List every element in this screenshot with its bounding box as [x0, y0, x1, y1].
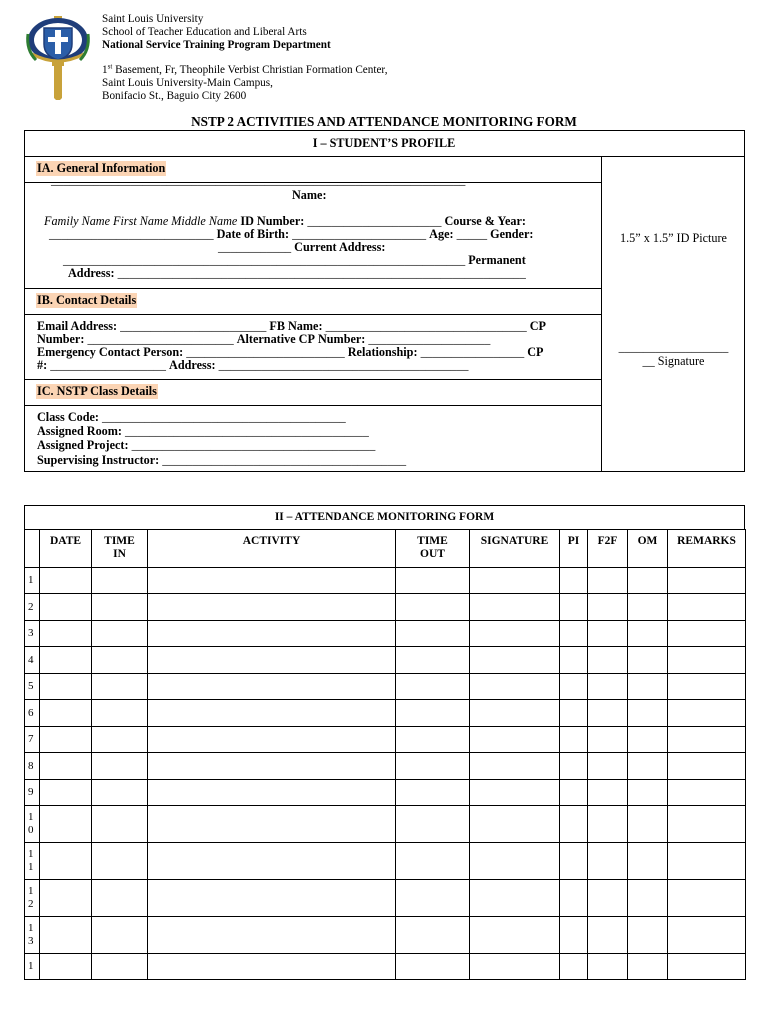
time-in-cell[interactable]: [92, 594, 148, 621]
time-out-cell[interactable]: [396, 753, 470, 780]
profile-title: I – STUDENT’S PROFILE: [312, 136, 456, 150]
instructor-field[interactable]: ________________________________________: [162, 453, 407, 467]
activity-cell[interactable]: [148, 674, 396, 700]
time-in-cell[interactable]: [92, 647, 148, 674]
emergency-cp-field[interactable]: ___________________: [50, 358, 166, 372]
course-year-label: Course & Year:: [444, 214, 526, 228]
emergency-address-line: [37, 359, 468, 372]
f2f-cell[interactable]: [588, 806, 628, 843]
activity-cell[interactable]: [148, 568, 396, 594]
time-out-cell[interactable]: [396, 647, 470, 674]
address-line-2: Saint Louis University-Main Campus,: [102, 76, 273, 89]
alt-number-label: Number:: [317, 332, 366, 346]
cp-label: CP: [529, 319, 546, 333]
om-cell[interactable]: [628, 674, 668, 700]
table-row: [25, 780, 746, 806]
signature-cell[interactable]: [470, 594, 560, 621]
attendance-title: II – ATTENDANCE MONITORING FORM: [24, 505, 745, 530]
om-cell[interactable]: [628, 594, 668, 621]
om-cell[interactable]: [628, 806, 668, 843]
address-line: [68, 267, 526, 280]
emergency-address-label: Address:: [169, 358, 216, 372]
time-out-cell[interactable]: [396, 568, 470, 594]
permanent-address-field[interactable]: ___________________________________________________________________: [117, 266, 526, 280]
remarks-cell[interactable]: [668, 954, 746, 980]
remarks-cell[interactable]: [668, 621, 746, 647]
om-header: OM: [628, 530, 668, 568]
row-number: 6: [25, 700, 40, 727]
university-seal-logo: [24, 14, 92, 100]
name-hint: Family Name First Name Middle Name: [44, 214, 238, 228]
remarks-cell[interactable]: [668, 753, 746, 780]
relationship-label: Relationship:: [347, 345, 418, 359]
f2f-cell[interactable]: [588, 753, 628, 780]
divider: [25, 156, 744, 157]
form-title: NSTP 2 ACTIVITIES AND ATTENDANCE MONITORING FORM: [191, 114, 577, 129]
activity-cell[interactable]: [148, 917, 396, 954]
signature-cell[interactable]: [470, 753, 560, 780]
remarks-cell[interactable]: [668, 780, 746, 806]
date-cell[interactable]: [40, 780, 92, 806]
date-cell[interactable]: [40, 954, 92, 980]
class-code-line: [37, 411, 346, 424]
date-cell[interactable]: [40, 843, 92, 880]
om-cell[interactable]: [628, 954, 668, 980]
time-in-header: TIME IN: [92, 530, 148, 568]
divider: [25, 314, 602, 315]
attendance-header-row: [25, 530, 746, 568]
date-cell[interactable]: [40, 594, 92, 621]
time-out-cell[interactable]: [396, 674, 470, 700]
f2f-cell[interactable]: [588, 727, 628, 753]
activity-cell[interactable]: [148, 594, 396, 621]
signature-cell[interactable]: [470, 568, 560, 594]
signature-cell[interactable]: [470, 674, 560, 700]
row-number: 1 1: [25, 843, 40, 880]
hash-label: #:: [37, 358, 48, 372]
om-cell[interactable]: [628, 621, 668, 647]
table-row: [25, 954, 746, 980]
activity-header: ACTIVITY: [148, 530, 396, 568]
activity-cell[interactable]: [148, 780, 396, 806]
pi-cell[interactable]: [560, 647, 588, 674]
divider: [25, 379, 602, 380]
remarks-header: REMARKS: [668, 530, 746, 568]
row-number: 1: [25, 568, 40, 594]
time-out-cell[interactable]: [396, 780, 470, 806]
row-number: 1 0: [25, 806, 40, 843]
remarks-cell[interactable]: [668, 843, 746, 880]
class-details-heading: IC. NSTP Class Details: [37, 384, 157, 398]
activity-cell[interactable]: [148, 727, 396, 753]
pi-cell[interactable]: [560, 806, 588, 843]
remarks-cell[interactable]: [668, 594, 746, 621]
age-label: Age:: [429, 227, 454, 241]
table-row: [25, 594, 746, 621]
date-cell[interactable]: [40, 880, 92, 917]
divider: [25, 288, 602, 289]
gender-field[interactable]: ____________: [218, 240, 292, 254]
activity-cell[interactable]: [148, 700, 396, 727]
university-address: [102, 64, 388, 102]
om-cell[interactable]: [628, 568, 668, 594]
emergency-contact-field[interactable]: __________________________: [186, 345, 345, 359]
time-in-cell[interactable]: [92, 568, 148, 594]
time-out-cell[interactable]: [396, 727, 470, 753]
f2f-cell[interactable]: [588, 843, 628, 880]
row-number: 5: [25, 674, 40, 700]
date-cell[interactable]: [40, 700, 92, 727]
remarks-cell[interactable]: [668, 568, 746, 594]
pi-cell[interactable]: [560, 880, 588, 917]
assigned-project-field[interactable]: ________________________________________: [131, 438, 376, 452]
activity-cell[interactable]: [148, 753, 396, 780]
date-cell[interactable]: [40, 753, 92, 780]
table-row: [25, 647, 746, 674]
time-in-cell[interactable]: [92, 753, 148, 780]
assigned-room-label: Assigned Room:: [37, 424, 122, 438]
email-label: Email Address:: [37, 319, 118, 333]
current-address-field[interactable]: __________________________________________________________________: [63, 253, 466, 267]
general-info-heading: IA. General Information: [37, 161, 166, 175]
table-row: [25, 917, 746, 954]
om-cell[interactable]: [628, 700, 668, 727]
row-number: 1 3: [25, 917, 40, 954]
row-number: 4: [25, 647, 40, 674]
f2f-cell[interactable]: [588, 700, 628, 727]
f2f-cell[interactable]: [588, 954, 628, 980]
signature-cell[interactable]: [470, 700, 560, 727]
table-row: [25, 621, 746, 647]
email-field[interactable]: ________________________: [120, 319, 267, 333]
date-header: DATE: [40, 530, 92, 568]
remarks-cell[interactable]: [668, 917, 746, 954]
signature-line[interactable]: __________________: [618, 340, 729, 354]
table-row: [25, 568, 746, 594]
time-out-cell[interactable]: [396, 954, 470, 980]
remarks-cell[interactable]: [668, 727, 746, 753]
fb-name-label: FB Name:: [269, 319, 323, 333]
f2f-cell[interactable]: [588, 674, 628, 700]
time-in-cell[interactable]: [92, 880, 148, 917]
row-number: 9: [25, 780, 40, 806]
university-name: Saint Louis University: [102, 13, 204, 25]
signature-cell[interactable]: [470, 727, 560, 753]
alt-cp-label: CP: [298, 332, 315, 346]
department-name: National Service Training Program Department: [102, 38, 331, 51]
om-cell[interactable]: [628, 647, 668, 674]
date-cell[interactable]: [40, 727, 92, 753]
row-number: 1: [25, 954, 40, 980]
time-out-header: TIME OUT: [396, 530, 470, 568]
date-cell[interactable]: [40, 917, 92, 954]
instructor-line: [37, 454, 406, 467]
om-cell[interactable]: [628, 880, 668, 917]
date-cell[interactable]: [40, 806, 92, 843]
date-cell[interactable]: [40, 568, 92, 594]
table-row: [25, 806, 746, 843]
pi-cell[interactable]: [560, 753, 588, 780]
row-number: 3: [25, 621, 40, 647]
remarks-cell[interactable]: [668, 700, 746, 727]
om-cell[interactable]: [628, 917, 668, 954]
alternative-label: Alternative: [236, 332, 296, 346]
pi-cell[interactable]: [560, 727, 588, 753]
instructor-label: Supervising Instructor:: [37, 453, 160, 467]
dob-field[interactable]: ______________________: [292, 227, 427, 241]
time-out-cell[interactable]: [396, 700, 470, 727]
f2f-header: F2F: [588, 530, 628, 568]
school-name: School of Teacher Education and Liberal Arts: [102, 25, 307, 38]
assigned-room-field[interactable]: ________________________________________: [125, 424, 369, 438]
contact-details-heading: IB. Contact Details: [37, 293, 137, 307]
activity-cell[interactable]: [148, 880, 396, 917]
row-number: 1 2: [25, 880, 40, 917]
address-line-1: 1st Basement, Fr, Theophile Verbist Christian Formation Center,: [102, 62, 388, 76]
class-code-label: Class Code:: [37, 410, 99, 424]
project-line: [37, 439, 375, 452]
row-number-header: [25, 530, 40, 568]
remarks-cell[interactable]: [668, 806, 746, 843]
class-code-field[interactable]: ________________________________________: [102, 410, 346, 424]
f2f-cell[interactable]: [588, 568, 628, 594]
table-row: [25, 700, 746, 727]
name-label: Name:: [292, 188, 327, 202]
remarks-cell[interactable]: [668, 647, 746, 674]
remarks-cell[interactable]: [668, 674, 746, 700]
time-in-cell[interactable]: [92, 780, 148, 806]
fb-name-field[interactable]: _________________________________: [325, 319, 527, 333]
activity-cell[interactable]: [148, 843, 396, 880]
id-picture-placeholder[interactable]: 1.5” x 1.5” ID Picture: [620, 231, 727, 245]
table-row: [25, 880, 746, 917]
signature-cell[interactable]: [470, 843, 560, 880]
pi-cell[interactable]: [560, 917, 588, 954]
table-row: [25, 674, 746, 700]
signature-cell[interactable]: [470, 621, 560, 647]
university-info: [102, 13, 331, 51]
activity-cell[interactable]: [148, 806, 396, 843]
time-in-cell[interactable]: [92, 806, 148, 843]
divider: [25, 405, 602, 406]
pi-header: PI: [560, 530, 588, 568]
time-in-cell[interactable]: [92, 917, 148, 954]
activity-cell[interactable]: [148, 954, 396, 980]
alt-number-field[interactable]: ____________________: [368, 332, 491, 346]
row-number: 2: [25, 594, 40, 621]
pi-cell[interactable]: [560, 843, 588, 880]
time-out-cell[interactable]: [396, 917, 470, 954]
table-row: [25, 843, 746, 880]
time-in-cell[interactable]: [92, 954, 148, 980]
permanent-label: Permanent: [468, 253, 526, 267]
time-in-cell[interactable]: [92, 727, 148, 753]
id-number-field[interactable]: ______________________: [307, 214, 442, 228]
time-in-cell[interactable]: [92, 700, 148, 727]
cp-number-field[interactable]: ________________________: [87, 332, 234, 346]
date-cell[interactable]: [40, 674, 92, 700]
signature-cell[interactable]: [470, 880, 560, 917]
remarks-cell[interactable]: [668, 880, 746, 917]
signature-header: SIGNATURE: [470, 530, 560, 568]
emergency-contact-label: Emergency Contact Person:: [37, 345, 184, 359]
relationship-field[interactable]: _________________: [420, 345, 525, 359]
age-field[interactable]: _____: [456, 227, 488, 241]
signature-cell[interactable]: [470, 917, 560, 954]
signature-cell[interactable]: [470, 647, 560, 674]
f2f-cell[interactable]: [588, 647, 628, 674]
om-cell[interactable]: [628, 753, 668, 780]
course-year-field[interactable]: ___________________________: [49, 227, 214, 241]
time-in-cell[interactable]: [92, 674, 148, 700]
table-row: [25, 753, 746, 780]
activity-cell[interactable]: [148, 647, 396, 674]
emergency-address-field[interactable]: _________________________________________: [218, 358, 469, 372]
pi-cell[interactable]: [560, 621, 588, 647]
table-row: [25, 727, 746, 753]
pi-cell[interactable]: [560, 954, 588, 980]
time-out-cell[interactable]: [396, 594, 470, 621]
time-in-cell[interactable]: [92, 621, 148, 647]
dob-label: Date of Birth:: [216, 227, 290, 241]
row-number: 8: [25, 753, 40, 780]
permanent-address-label: Address:: [68, 266, 115, 280]
f2f-cell[interactable]: [588, 780, 628, 806]
form-underline: ____________________________________________________________________: [51, 173, 466, 187]
id-number-label: ID Number:: [240, 214, 305, 228]
time-out-cell[interactable]: [396, 880, 470, 917]
pi-cell[interactable]: [560, 700, 588, 727]
pi-cell[interactable]: [560, 780, 588, 806]
signature-cell[interactable]: [470, 780, 560, 806]
signature-label: __ Signature: [642, 354, 705, 368]
gender-label: Gender:: [490, 227, 534, 241]
address-line-3: Bonifacio St., Baguio City 2600: [102, 89, 247, 102]
time-out-cell[interactable]: [396, 843, 470, 880]
attendance-table: [24, 529, 746, 980]
f2f-cell[interactable]: [588, 917, 628, 954]
pi-cell[interactable]: [560, 568, 588, 594]
signature-cell[interactable]: [470, 954, 560, 980]
pi-cell[interactable]: [560, 674, 588, 700]
number-label: Number:: [37, 332, 85, 346]
time-out-cell[interactable]: [396, 806, 470, 843]
current-address-label: Current Address:: [294, 240, 386, 254]
om-cell[interactable]: [628, 780, 668, 806]
row-number: 7: [25, 727, 40, 753]
time-in-cell[interactable]: [92, 843, 148, 880]
om-cell[interactable]: [628, 843, 668, 880]
student-profile-section: [24, 130, 745, 472]
f2f-cell[interactable]: [588, 594, 628, 621]
room-line: [37, 425, 369, 438]
date-cell[interactable]: [40, 647, 92, 674]
activity-cell[interactable]: [148, 621, 396, 647]
date-cell[interactable]: [40, 621, 92, 647]
emergency-cp-label: CP: [527, 345, 544, 359]
om-cell[interactable]: [628, 727, 668, 753]
time-out-cell[interactable]: [396, 621, 470, 647]
signature-cell[interactable]: [470, 806, 560, 843]
pi-cell[interactable]: [560, 594, 588, 621]
f2f-cell[interactable]: [588, 621, 628, 647]
f2f-cell[interactable]: [588, 880, 628, 917]
assigned-project-label: Assigned Project:: [37, 438, 129, 452]
